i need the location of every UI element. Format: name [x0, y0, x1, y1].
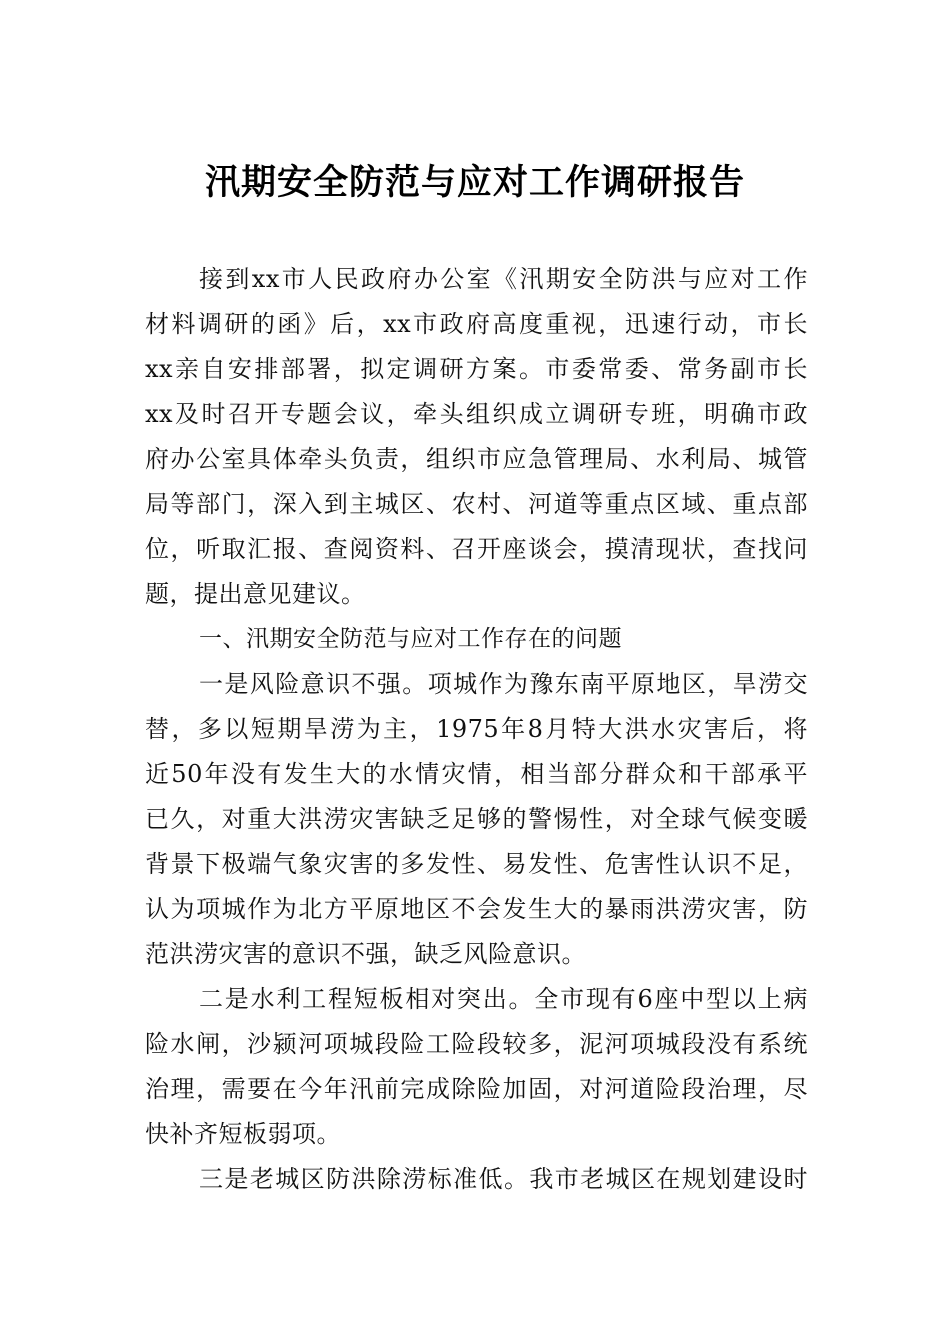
text-line: xx亲自安排部署，拟定调研方案。市委常委、常务副市长 — [145, 355, 808, 383]
text-line: 题，提出意见建议。 — [145, 580, 366, 608]
paragraph-intro — [145, 257, 808, 617]
text-line: 替，多以短期旱涝为主，1975年8月特大洪水灾害后，将 — [145, 715, 808, 743]
text-line: 认为项城作为北方平原地区不会发生大的暴雨洪涝灾害，防 — [145, 895, 808, 923]
section-heading — [145, 617, 808, 662]
text-line: 材料调研的函》后，xx市政府高度重视，迅速行动，市长 — [145, 310, 808, 338]
text-line: 接到xx市人民政府办公室《汛期安全防洪与应对工作 — [199, 265, 808, 293]
text-line: 背景下极端气象灾害的多发性、易发性、危害性认识不足， — [145, 850, 808, 878]
paragraph-point-three — [145, 1157, 808, 1202]
text-line: 治理，需要在今年汛前完成除险加固，对河道险段治理，尽 — [145, 1075, 808, 1103]
text-line: 二是水利工程短板相对突出。全市现有6座中型以上病 — [199, 985, 808, 1013]
document-body — [145, 257, 808, 1202]
paragraph-point-two — [145, 977, 808, 1157]
text-line: 险水闸，沙颍河项城段险工险段较多，泥河项城段没有系统 — [145, 1030, 808, 1058]
document-title: 汛期安全防范与应对工作调研报告 — [204, 162, 745, 203]
text-line: 近50年没有发生大的水情灾情，相当部分群众和干部承平 — [145, 760, 808, 788]
text-line: 范洪涝灾害的意识不强，缺乏风险意识。 — [145, 940, 586, 968]
text-line: xx及时召开专题会议，牵头组织成立调研专班，明确市政 — [145, 400, 808, 428]
text-line: 一是风险意识不强。项城作为豫东南平原地区，旱涝交 — [199, 670, 808, 698]
text-line: 三是老城区防洪除涝标准低。我市老城区在规划建设时 — [199, 1165, 808, 1193]
text-line: 局等部门，深入到主城区、农村、河道等重点区域、重点部 — [145, 490, 808, 518]
text-line: 位，听取汇报、查阅资料、召开座谈会，摸清现状，查找问 — [145, 535, 808, 563]
text-line: 快补齐短板弱项。 — [145, 1120, 341, 1148]
text-line: 已久，对重大洪涝灾害缺乏足够的警惕性，对全球气候变暖 — [145, 805, 808, 833]
paragraph-point-one — [145, 662, 808, 977]
text-line: 府办公室具体牵头负责，组织市应急管理局、水利局、城管 — [145, 445, 808, 473]
heading-line: 一、汛期安全防范与应对工作存在的问题 — [199, 626, 622, 652]
